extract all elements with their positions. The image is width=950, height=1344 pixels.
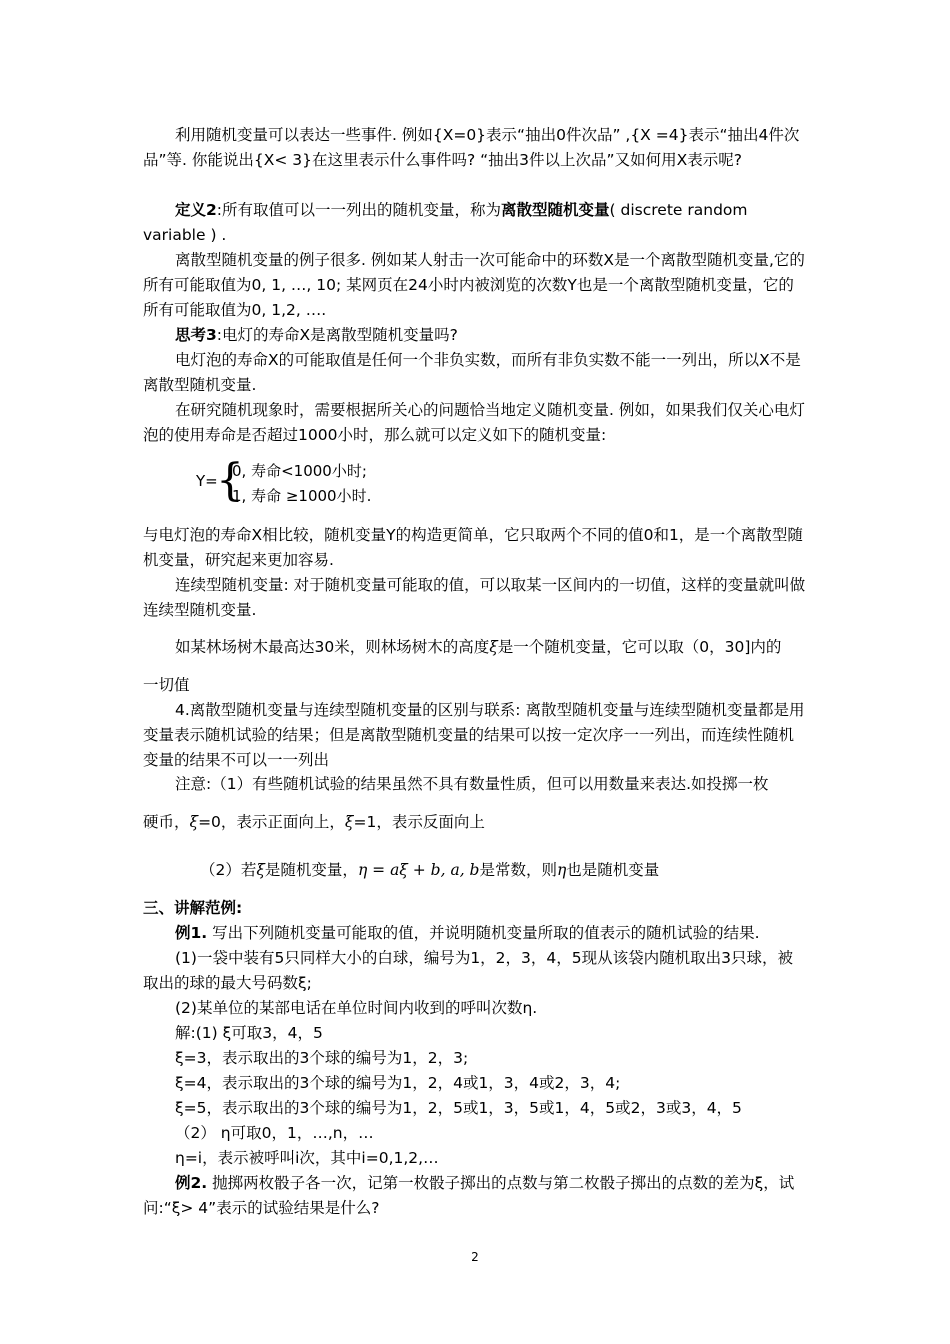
definition-label: 定义2 — [175, 201, 217, 219]
definition-term: 离散型随机变量 — [501, 201, 610, 219]
think-text: :电灯的寿命X是离散型随机变量吗? — [216, 326, 458, 344]
example-1-part-2: (2)某单位的某部电话在单位时间内收到的呼叫次数η. — [175, 999, 538, 1017]
piecewise-case-1: 0, 寿命<1000小时; — [232, 462, 367, 480]
xi-symbol: ξ — [256, 861, 265, 879]
definition-2 — [143, 198, 807, 248]
paragraph-define-variable: 在研究随机现象时，需要根据所关心的问题恰当地定义随机变量. 例如，如果我们仅关心电灯泡的使用寿命是否超过1000小时，那么就可以定义如下的随机变量: — [143, 401, 805, 444]
paragraph-lamp-life: 电灯泡的寿命X的可能取值是任何一个非负实数，而所有非负实数不能一一列出，所以X不是离散型随机变量. — [143, 351, 801, 394]
example-1-part-1: (1)一袋中装有5只同样大小的白球，编号为1，2，3，4，5现从该袋内随机取出3只球，被取出的球的最大号码数ξ; — [143, 949, 793, 992]
piecewise-definition — [196, 455, 496, 510]
example-label: 例1. — [175, 924, 208, 942]
paragraph-forest: 如某林场树木最高达30米，则林场树木的高度ξ是一个随机变量，它可以取（0，30]内的 — [175, 638, 782, 656]
solution-line-1: 解:(1) ξ可取3，4，5 — [175, 1024, 323, 1042]
definition-text: :所有取值可以一一列出的随机变量，称为 — [216, 201, 502, 219]
eta-symbol: η — [557, 861, 567, 879]
paragraph-note-2: （2）若ξ是随机变量，η = aξ + b, a, b是常数，则η也是随机变量 — [200, 861, 660, 879]
example-2: 例2. 抛掷两枚骰子各一次，记第一枚骰子掷出的点数与第二枚骰子掷出的点数的差为ξ，试问:“ξ> 4”表示的试验结果是什么? — [143, 1174, 795, 1217]
section-heading-examples: 三、讲解范例: — [143, 899, 243, 917]
solution-line-2: ξ=3，表示取出的3个球的编号为1，2，3; — [175, 1049, 469, 1067]
paragraph-forest-cont: 一切值 — [143, 676, 190, 694]
xi-symbol: ξ — [344, 813, 354, 831]
solution-line-5: （2） η可取0，1，…,n，… — [175, 1124, 374, 1142]
solution-line-3: ξ=4，表示取出的3个球的编号为1，2，4或1，3，4或2，3，4; — [175, 1074, 621, 1092]
think-3 — [143, 323, 807, 348]
piecewise-case-2: 1, 寿命 ≥1000小时. — [232, 487, 372, 505]
solution-line-4: ξ=5，表示取出的3个球的编号为1，2，5或1，3，5或1，4，5或2，3或3，4，5 — [175, 1099, 742, 1117]
xi-symbol: ξ — [189, 813, 199, 831]
paragraph-continuous: 连续型随机变量: 对于随机变量可能取的值，可以取某一区间内的一切值，这样的变量就叫做连续型随机变量. — [143, 576, 806, 619]
paragraph-difference: 4.离散型随机变量与连续型随机变量的区别与联系: 离散型随机变量与连续型随机变量都是用变量表示随机试验的结果；但是离散型随机变量的结果可以按一定次序一一列出，而连续性随机变量的结果不可以一一列出 — [143, 701, 805, 769]
linear-formula: η = aξ + b, a, b — [357, 861, 480, 879]
page-number: 2 — [471, 1250, 479, 1264]
paragraph-examples: 离散型随机变量的例子很多. 例如某人射击一次可能命中的环数X是一个离散型随机变量,它的所有可能取值为0, 1, …, 10; 某网页在24小时内被浏览的次数Y也是一个离散型随机变量，它的所有可能取值为0, 1,2, …. — [143, 251, 805, 319]
example-label: 例2. — [175, 1174, 208, 1192]
paragraph-coin: 硬币，ξ=0，表示正面向上，ξ=1，表示反面向上 — [143, 813, 485, 831]
piecewise-lhs: Y= — [196, 472, 218, 490]
example-1: 例1. 写出下列随机变量可能取的值，并说明随机变量所取的值表示的随机试验的结果. — [175, 924, 760, 942]
solution-line-6: η=i，表示被呼叫i次，其中i=0,1,2,… — [175, 1149, 439, 1167]
paragraph-note-1: 注意:（1）有些随机试验的结果虽然不具有数量性质，但可以用数量来表达.如投掷一枚 — [175, 775, 769, 793]
paragraph-compare: 与电灯泡的寿命X相比较，随机变量Y的构造更简单，它只取两个不同的值0和1，是一个离散型随机变量，研究起来更加容易. — [143, 526, 803, 569]
think-label: 思考3 — [175, 326, 217, 344]
definition-english: ( discrete random variable ) . — [143, 201, 748, 244]
paragraph-events: 利用随机变量可以表达一些事件. 例如{X=0}表示“抽出0件次品” ,{X =4}表示“抽出4件次品”等. 你能说出{X< 3}在这里表示什么事件吗? “抽出3件以上次品”又如何用X表示呢? — [143, 126, 800, 169]
xi-symbol: ξ — [489, 638, 498, 656]
left-brace: { — [216, 455, 244, 506]
